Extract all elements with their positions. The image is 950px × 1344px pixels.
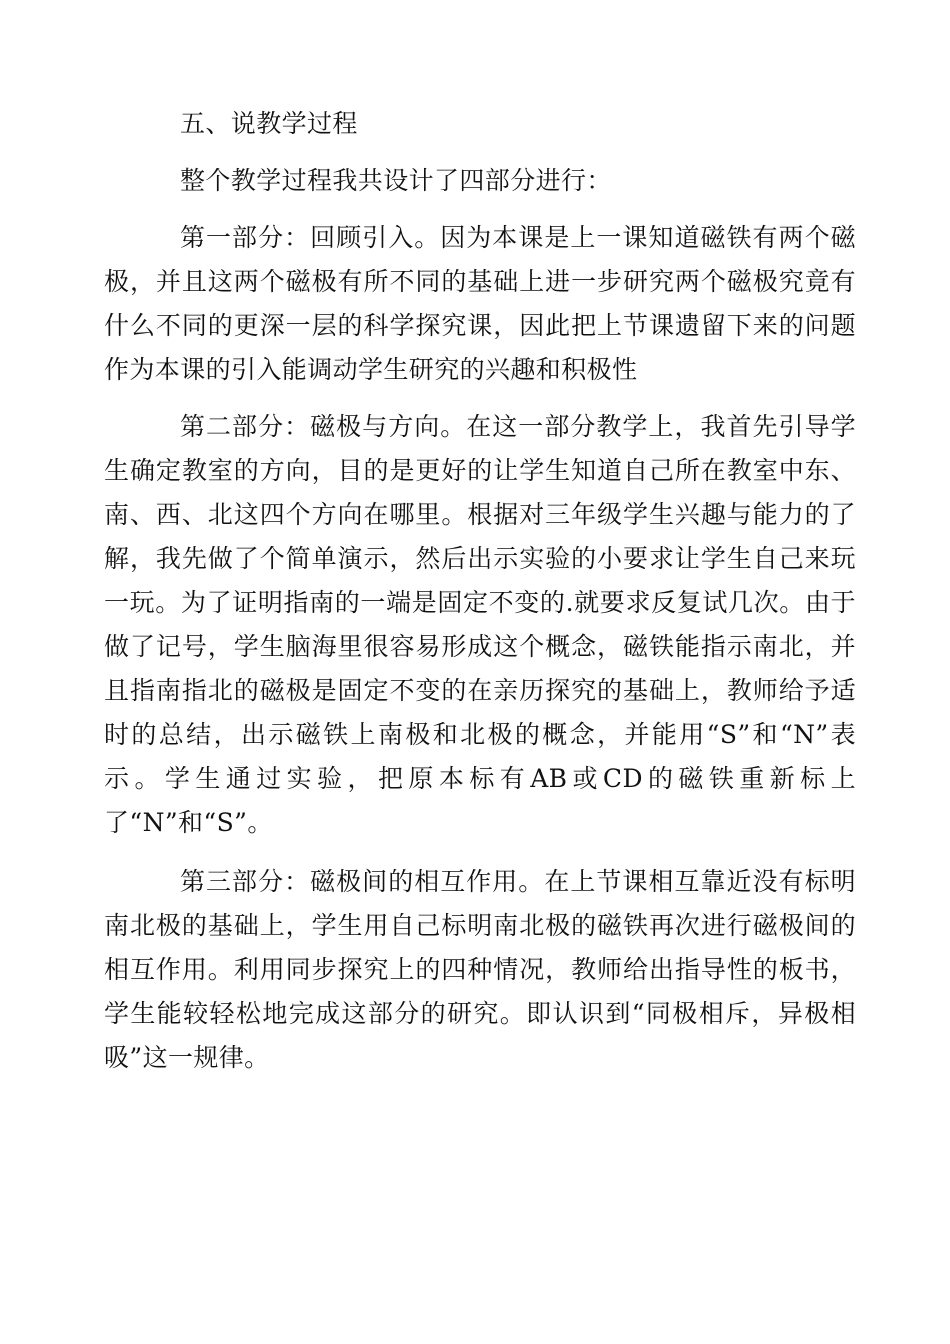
paragraph-part-two: 第二部分：磁极与方向。在这一部分教学上，我首先引导学生确定教室的方向，目的是更好的让学生知道自己所在教室中东、南、西、北这四个方向在哪里。根据对三年级学生兴趣与能力的了解，我先做了个简单演示，然后出示实验的小要求让学生自己来玩一玩。为了证明指南的一端是固定不变的.就要求反复试几次。由于做了记号，学生脑海里很容易形成这个概念，磁铁能指示南北，并且指南指北的磁极是固定不变的在亲历探究的基础上，教师给予适时的总结，出示磁铁上南极和北极的概念，并能用“S”和“N”表示。学生通过实验，把原本标有AB或CD的磁铁重新标上了“N”和“S”。: [104, 412, 856, 837]
section-heading: 五、说教学过程: [180, 109, 358, 138]
document-body: [104, 102, 856, 1080]
paragraph-part-three: 第三部分：磁极间的相互作用。在上节课相互靠近没有标明南北极的基础上，学生用自己标明南北极的磁铁再次进行磁极间的相互作用。利用同步探究上的四种情况，教师给出指导性的板书，学生能较轻松地完成这部分的研究。即认识到“同极相斥，异极相吸”这一规律。: [104, 867, 856, 1072]
paragraph-part-one: 第一部分：回顾引入。因为本课是上一课知道磁铁有两个磁极，并且这两个磁极有所不同的基础上进一步研究两个磁极究竟有什么不同的更深一层的科学探究课，因此把上节课遗留下来的问题作为本课的引入能调动学生研究的兴趣和积极性: [104, 223, 856, 384]
intro-paragraph: 整个教学过程我共设计了四部分进行：: [180, 166, 612, 195]
